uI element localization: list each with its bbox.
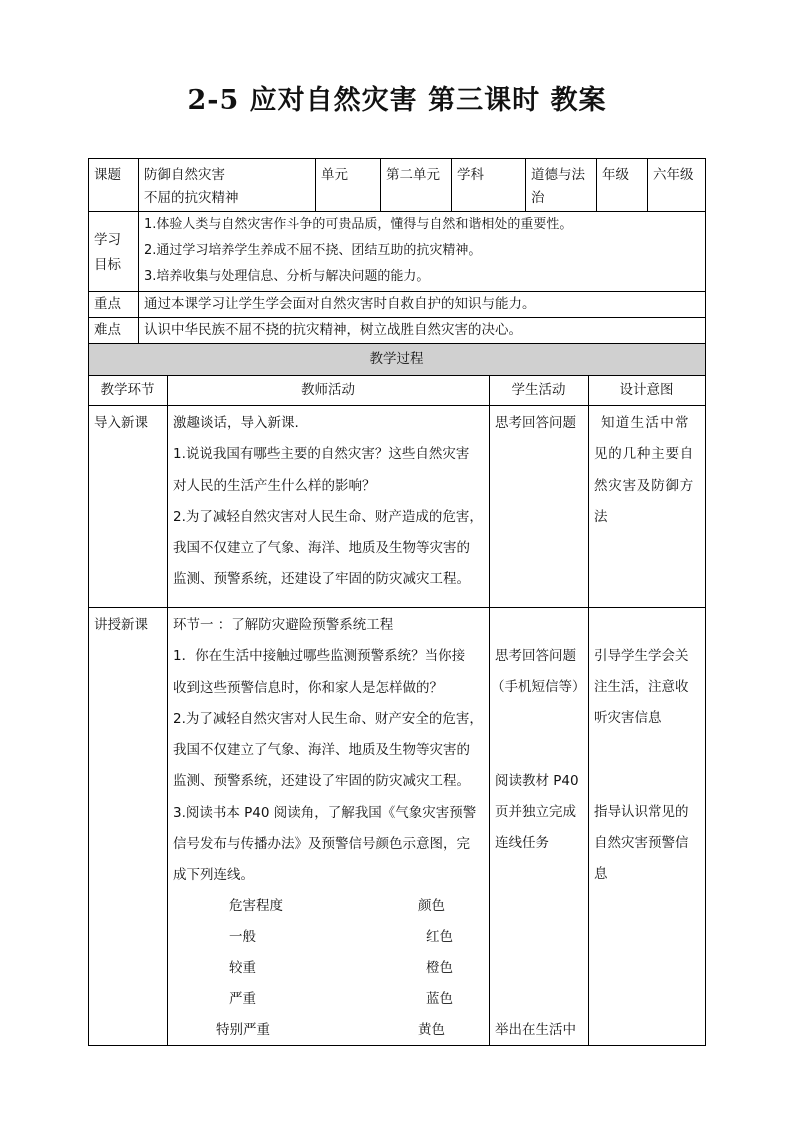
col-divider	[380, 158, 381, 211]
match-right-item: 橙色	[426, 960, 453, 976]
grade-value: 六年级	[653, 167, 694, 183]
match-left-item: 特别严重	[216, 1022, 270, 1038]
text-line: 2.为了减轻自然灾害对人民生命、财产造成的危害，	[173, 508, 483, 525]
goals-label-line: 学习	[94, 232, 121, 248]
match-left-item: 严重	[229, 991, 256, 1007]
subject-label: 学科	[457, 167, 484, 183]
col-divider	[315, 158, 316, 211]
col-divider	[451, 158, 452, 211]
text-line: 对人民的生活产生什么样的影响？	[173, 477, 376, 494]
student-activity-line: 思考回答问题	[495, 648, 576, 664]
student-activity-line: 阅读教材 P40	[495, 773, 579, 789]
student-activity-line: 页并独立完成	[495, 804, 576, 820]
col-divider	[588, 375, 589, 1046]
goal-item: 3.培养收集与处理信息、分析与解决问题的能力。	[144, 269, 430, 284]
table-bottom-border	[88, 1045, 705, 1046]
document-title: 2-5 应对自然灾害 第三课时 教案	[187, 85, 607, 116]
teacher-activity	[173, 408, 483, 596]
table-left-border	[88, 158, 89, 1046]
text-line: 信号发布与传播办法》及预警信号颜色示意图，完	[173, 836, 470, 853]
topic-value-line: 不屈的抗灾精神	[144, 190, 239, 206]
row-divider	[88, 405, 705, 406]
col-divider	[647, 158, 648, 211]
col-divider	[596, 158, 597, 211]
text-line: 见的几种主要自	[594, 446, 695, 463]
topic-label: 课题	[94, 167, 121, 183]
text-line: 我国不仅建立了气象、海洋、地质及生物等灾害的	[173, 742, 470, 759]
key-point-label: 重点	[94, 296, 121, 312]
text-line: 2.为了减轻自然灾害对人民生命、财产安全的危害，	[173, 710, 483, 727]
text-line: 收到这些预警信息时，你和家人是怎样做的？	[173, 679, 443, 696]
text-line: 环节一 ：了解防灾避险预警系统工程	[173, 617, 394, 633]
text-line: 1.说说我国有哪些主要的自然灾害？这些自然灾害	[173, 446, 470, 463]
match-left-header: 危害程度	[229, 898, 283, 914]
stage-label: 导入新课	[94, 415, 148, 431]
design-intent-line: 指导认识常见的	[594, 804, 689, 820]
key-point-text: 通过本课学习让学生学会面对自然灾害时自救自护的知识与能力。	[144, 296, 536, 312]
row-divider	[88, 607, 705, 608]
row-divider	[88, 291, 705, 292]
student-activity-line: 连线任务	[495, 835, 549, 851]
design-intent-line: 注生活，注意收	[594, 679, 689, 695]
match-left-item: 一般	[229, 929, 256, 945]
unit-value: 第二单元	[386, 167, 440, 183]
table-right-border	[705, 158, 706, 1046]
text-line: 法	[594, 508, 608, 525]
unit-label: 单元	[321, 167, 348, 183]
match-right-header: 颜色	[418, 898, 445, 914]
match-left-item: 较重	[229, 960, 256, 976]
subject-value-line: 治	[531, 190, 545, 206]
text-line: 激趣谈话，导入新课.	[173, 415, 299, 431]
student-activity: 思考回答问题	[495, 415, 576, 431]
design-intent-line: 息	[594, 866, 608, 882]
design-intent	[594, 408, 702, 533]
stage-label: 讲授新课	[94, 617, 148, 633]
text-line: 知道生活中常	[601, 415, 690, 431]
row-divider	[88, 317, 705, 318]
student-activity-line: 举出在生活中	[495, 1022, 576, 1038]
design-intent-line: 引导学生学会关	[594, 648, 689, 664]
column-header-intent: 设计意图	[619, 382, 674, 398]
subject-value-line: 道德与法	[531, 167, 585, 183]
column-header-teacher: 教师活动	[301, 382, 355, 398]
text-line: 我国不仅建立了气象、海洋、地质及生物等灾害的	[173, 540, 470, 557]
match-right-item: 黄色	[418, 1022, 445, 1038]
grade-label: 年级	[602, 167, 629, 183]
text-line: 成下列连线。	[173, 867, 254, 884]
col-divider	[489, 375, 490, 1046]
goals-label-line: 目标	[94, 257, 121, 273]
col-divider	[138, 158, 139, 343]
row-divider	[88, 375, 705, 376]
text-line: 3.阅读书本 P40 阅读角，了解我国《气象灾害预警	[173, 804, 477, 821]
design-intent-line: 自然灾害预警信	[594, 835, 689, 851]
text-line: 然灾害及防御方	[594, 477, 695, 494]
goal-item: 2.通过学习培养学生养成不屈不挠、团结互助的抗灾精神。	[144, 243, 482, 258]
goal-item: 1.体验人类与自然灾害作斗争的可贵品质，懂得与自然和谐相处的重要性。	[144, 217, 573, 232]
column-header-stage: 教学环节	[100, 382, 155, 398]
column-header-student: 学生活动	[511, 382, 566, 398]
difficulty-label: 难点	[94, 322, 121, 338]
student-activity-line: （手机短信等）	[491, 679, 586, 695]
col-divider	[167, 375, 168, 1046]
process-heading: 教学过程	[369, 351, 424, 367]
text-line: 监测、预警系统，还建设了牢固的防灾减灾工程。	[173, 571, 470, 588]
col-divider	[525, 158, 526, 211]
topic-value-line: 防御自然灾害	[144, 167, 225, 183]
difficulty-text: 认识中华民族不屈不挠的抗灾精神，树立战胜自然灾害的决心。	[144, 322, 522, 338]
match-right-item: 红色	[426, 929, 453, 945]
row-divider	[88, 343, 705, 344]
row-divider	[88, 211, 705, 212]
design-intent-line: 听灾害信息	[594, 710, 662, 726]
table-top-border	[88, 158, 705, 159]
text-line: 1．你在生活中接触过哪些监测预警系统？当你接	[173, 648, 466, 665]
match-right-item: 蓝色	[426, 991, 453, 1007]
text-line: 监测、预警系统，还建设了牢固的防灾减灾工程。	[173, 773, 470, 790]
teacher-activity	[173, 610, 483, 892]
